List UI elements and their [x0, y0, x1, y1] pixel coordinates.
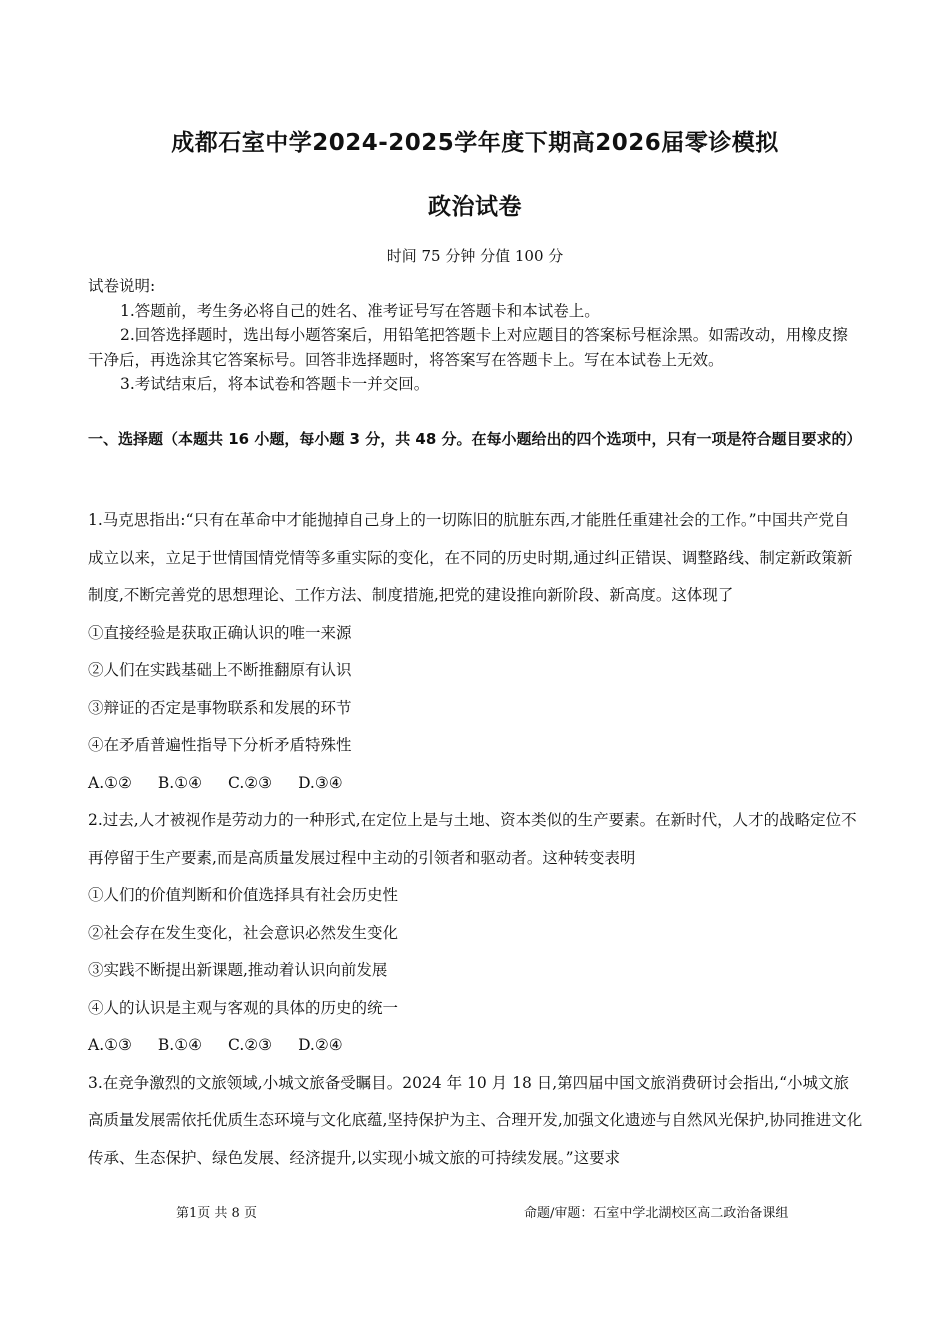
- option-d: D.②④: [298, 1036, 343, 1054]
- question-1-stem: 1.马克思指出:“只有在革命中才能抛掉自己身上的一切陈旧的肮脏东西,才能胜任重建社会的工作。”中国共产党自成立以来，立足于世情国情党情等多重实际的变化，在不同的历史时期,通过纠正错误、调整路线、制定新政策新制度,不断完善党的思想理论、工作方法、制度措施,把党的建设推向新阶段、新高度。这体现了: [88, 511, 853, 604]
- question-3-stem: 3.在竞争激烈的文旅领域,小城文旅备受瞩目。2024 年 10 月 18 日,第四届中国文旅消费研讨会指出,“小城文旅高质量发展需依托优质生态环境与文化底蕴,坚持保护为主、合理开发,加强文化遗迹与自然风光保护,协同推进文化传承、生态保护、绿色发展、经济提升,以实现小城文旅的可持续发展。”这要求: [88, 1073, 863, 1167]
- exam-meta: 时间 75 分钟 分值 100 分: [386, 247, 564, 265]
- question-1-options: [88, 765, 863, 803]
- question-1-item: ④在矛盾普遍性指导下分析矛盾特殊性: [88, 736, 352, 754]
- question-2-item: ①人们的价值判断和价值选择具有社会历史性: [88, 886, 399, 904]
- question-2-item: ②社会存在发生变化，社会意识必然发生变化: [88, 923, 399, 942]
- section-heading: 一、选择题（本题共 16 小题，每小题 3 分，共 48 分。在每小题给出的四个选项中，只有一项是符合题目要求的）: [88, 430, 862, 448]
- option-d: D.③④: [298, 773, 343, 792]
- question-2-item: ④人的认识是主观与客观的具体的历史的统一: [88, 998, 399, 1017]
- author-line: 命题/审题：石室中学北湖校区高二政治备课组: [524, 1206, 789, 1221]
- question-1-item: ②人们在实践基础上不断推翻原有认识: [88, 661, 352, 679]
- option-c: C.②③: [228, 1036, 273, 1054]
- option-b: B.①④: [157, 773, 203, 792]
- option-a: A.①②: [88, 773, 132, 792]
- option-a: A.①③: [88, 1036, 132, 1054]
- question-2-item: ③实践不断提出新课题,推动着认识向前发展: [88, 961, 388, 979]
- instructions-heading: 试卷说明:: [88, 277, 156, 295]
- exam-title: 成都石室中学2024-2025学年度下期高2026届零诊模拟: [171, 130, 779, 156]
- instruction-item: 3.考试结束后，将本试卷和答题卡一并交回。: [120, 375, 430, 393]
- question-1-item: ③辩证的否定是事物联系和发展的环节: [88, 698, 352, 717]
- questions: [88, 502, 863, 1177]
- instruction-item: 2.回答选择题时，选出每小题答案后，用铅笔把答题卡上对应题目的答案标号框涂黑。如需改动，用橡皮擦干净后，再选涂其它答案标号。回答非选择题时，将答案写在答题卡上。写在本试卷上无效。: [88, 326, 848, 369]
- instructions: [88, 274, 863, 397]
- question-2-stem: 2.过去,人才被视作是劳动力的一种形式,在定位上是与土地、资本类似的生产要素。在新时代，人才的战略定位不再停留于生产要素,而是高质量发展过程中主动的引领者和驱动者。这种转变表明: [88, 811, 857, 867]
- question-1-item: ①直接经验是获取正确认识的唯一来源: [88, 623, 352, 642]
- option-c: C.②③: [228, 773, 273, 792]
- instruction-item: 1.答题前，考生务必将自己的姓名、准考证号写在答题卡和本试卷上。: [120, 301, 600, 320]
- option-b: B.①④: [157, 1036, 203, 1054]
- exam-subject: 政治试卷: [428, 194, 522, 220]
- page-number: 第1页 共 8 页: [176, 1206, 257, 1221]
- question-2-options: [88, 1027, 863, 1065]
